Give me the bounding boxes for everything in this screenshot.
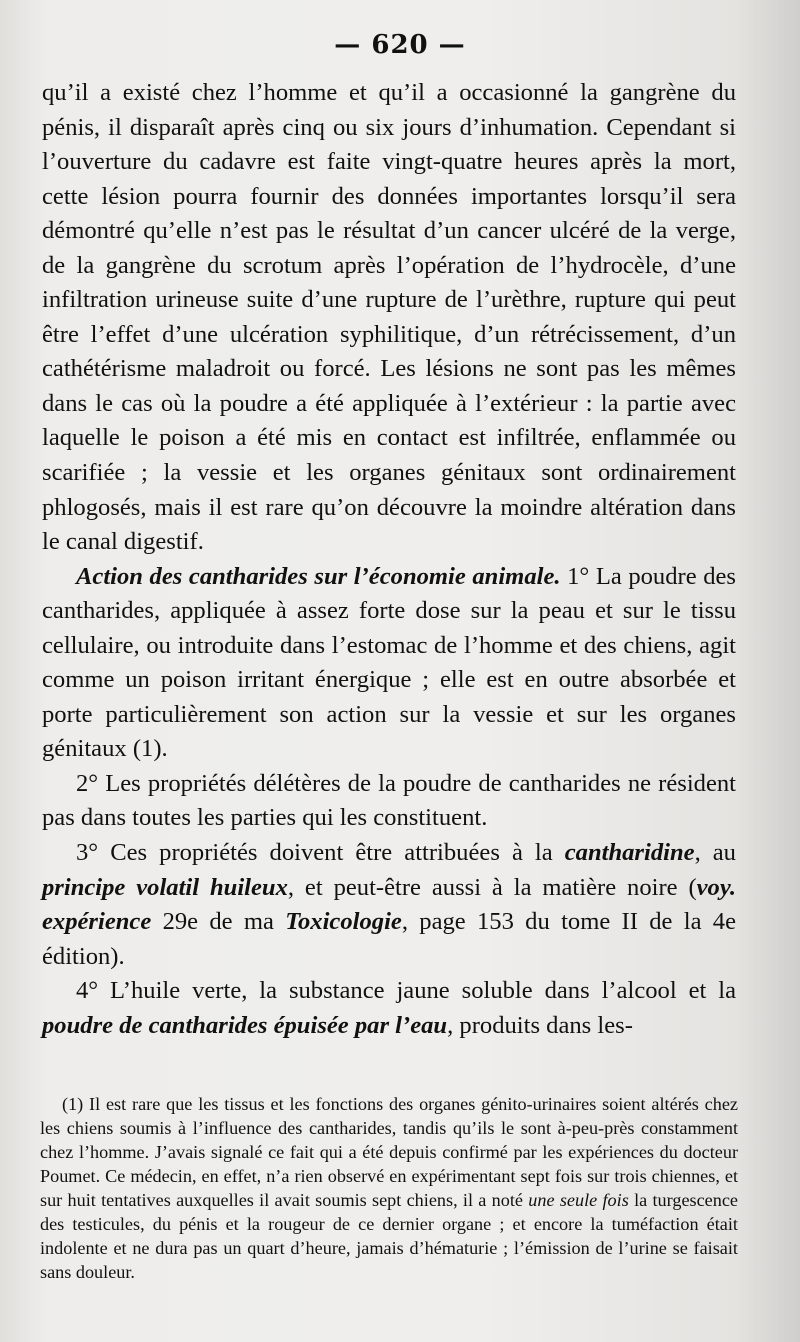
paragraph-text: 1° La poudre des cantharides, appliquée à assez forte dose sur la peau et sur le tissu cellulaire, ou introduite dans l’estomac de l’homme et des chiens, agit comme un poison irritant énergique ; elle est en outre absorbée et porte particulièrement son action sur la vessie et sur les organes génitaux (1). xyxy=(42,562,737,763)
text-run: , produits dans les- xyxy=(447,1011,633,1039)
paragraph-point-2: 2° Les propriétés délétères de la poudre de cantharides ne résident pas dans toutes les parties qui les constituent. xyxy=(42,769,736,832)
italic-term: poudre de cantharides épuisée par l’eau xyxy=(42,1011,448,1039)
text-run: , et peut-être aussi à la matière noire ( xyxy=(287,873,697,901)
main-text xyxy=(42,76,736,1043)
paragraph-action-cantharides xyxy=(42,560,736,767)
page-number: — 620 — xyxy=(334,30,466,60)
text-run: 3° Ces propriétés doivent être attribuées à la xyxy=(76,839,565,867)
footnote xyxy=(40,1092,738,1284)
paragraph-inhumation: qu’il a existé chez l’homme et qu’il a occasionné la gangrène du pénis, il disparaît après cinq ou six jours d’inhumation. Cependant si l’ouverture du cadavre est faite vingt-quatre heures après la mort, cette lésion pourra fournir des données importantes lorsqu’il sera démontré qu’elle n’est pas le résultat d’un cancer ulcéré de la verge, de la gangrène du scrotum après l’opération de l’hydrocèle, d’une infiltration urineuse suite d’une rupture de l’urèthre, rupture qui peut être l’effet d’une ulcération syphilitique, d’un rétrécissement, d’un cathétérisme maladroit ou forcé. Les lésions ne sont pas les mêmes dans le cas où la poudre a été appliquée à l’extérieur : la partie avec laquelle le poison a été mis en contact est infiltrée, enflammée ou scarifiée ; la vessie et les organes génitaux sont ordinairement phlogosés, mais il est rare qu’on découvre la moindre altération dans le canal digestif. xyxy=(42,79,736,556)
text-run: (1) Il est rare que les tissus et les fonctions des organes génito-urinaires soient altérés chez les chiens soumis à l’influence des cantharides, tandis qu’ils le sont à-peu-près constamment chez l’homme. J’avais signalé ce fait qui a été depuis confirmé par les expériences du docteur Poumet. Ce médecin, en effet, n’a rien observé en expérimentant sept fois sur trois chiennes, et sur huit tentatives auxquelles il avait soumis sept chiens, il a noté xyxy=(40,1094,738,1210)
italic-term: principe volatil huileux xyxy=(42,873,288,901)
italic-term: cantharidine xyxy=(564,839,695,867)
text-run: 4° L’huile verte, la substance jaune soluble dans l’alcool et la xyxy=(76,977,736,1005)
text-run: , page 153 du tome II de la 4e édition). xyxy=(42,908,736,970)
italic-term: une seule fois xyxy=(528,1190,629,1210)
italic-term: Toxicologie xyxy=(285,908,402,936)
text-run: , au xyxy=(694,839,736,867)
footnote-1 xyxy=(40,1092,738,1284)
italic-term: voy. expérience xyxy=(42,873,737,936)
paragraph-point-4 xyxy=(42,974,736,1043)
text-run: la turgescence des testicules, du pénis et la rougeur de ce dernier organe ; et encore la tuméfaction était indolente et ne dura pas un quart d’heure, jamais d’hématurie ; l’émission de l’urine se faisait sans douleur. xyxy=(40,1190,738,1282)
text-run: 29e de ma xyxy=(151,908,286,936)
paragraph-point-3 xyxy=(42,836,736,974)
section-heading: Action des cantharides sur l’économie animale. xyxy=(76,562,561,590)
